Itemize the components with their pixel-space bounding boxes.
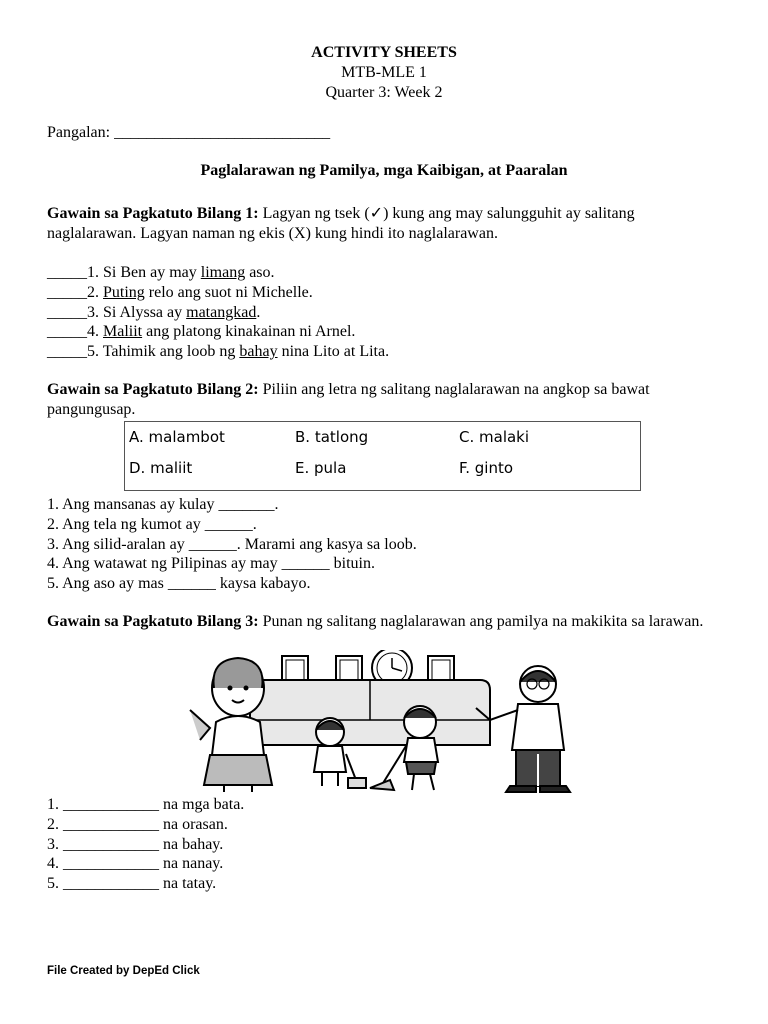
activity1-text: Lagyan ng tsek (✓) kung ang may salungguhit ay salitang naglalarawan. Lagyan naman ng ekis (X) kung hindi ito naglalarawan. [47, 205, 635, 242]
choice-c: C. malaki [459, 428, 530, 446]
activity2-text: Piliin ang letra ng salitang naglalarawan na angkop sa bawat pangungusap. [47, 381, 650, 418]
subject-label: MTB-MLE 1 [341, 64, 427, 81]
list-item[interactable]: 3. ____________ na bahay. [47, 835, 224, 853]
activity3-label: Gawain sa Pagkatuto Bilang 3: [47, 613, 259, 630]
header [0, 43, 768, 103]
list-item[interactable]: _____3. Si Alyssa ay matangkad. [47, 303, 261, 321]
quarter-label: Quarter 3: Week 2 [325, 84, 443, 101]
choice-f: F. ginto [459, 459, 514, 477]
list-item[interactable]: 3. Ang silid-aralan ay ______. Marami ang kasya sa loob. [47, 535, 417, 553]
list-item[interactable]: 2. ____________ na orasan. [47, 815, 228, 833]
activity2-instructions [47, 380, 727, 420]
family-illustration [180, 650, 580, 795]
list-item[interactable]: _____2. Puting relo ang suot ni Michelle. [47, 283, 313, 301]
choices-box [124, 421, 641, 491]
activity3-text: Punan ng salitang naglalarawan ang pamilya na makikita sa larawan. [258, 613, 704, 630]
list-item[interactable]: 1. ____________ na mga bata. [47, 796, 245, 813]
list-item[interactable]: 1. Ang mansanas ay kulay _______. [47, 496, 279, 513]
activity3-instructions [47, 612, 727, 632]
choice-b: B. tatlong [295, 428, 369, 446]
list-item[interactable]: 5. Ang aso ay mas ______ kaysa kabayo. [47, 575, 311, 593]
choice-a: A. malambot [129, 428, 225, 446]
lesson-title: Paglalarawan ng Pamilya, mga Kaibigan, at Paaralan [200, 162, 568, 179]
list-item[interactable]: 4. Ang watawat ng Pilipinas ay may ______ bituin. [47, 555, 375, 573]
sheet-title: ACTIVITY SHEETS [311, 44, 457, 61]
choice-d: D. maliit [129, 459, 193, 477]
list-item[interactable]: _____4. Maliit ang platong kinakainan ni Arnel. [47, 323, 356, 341]
activity3-list [47, 795, 244, 894]
footer-credit: File Created by DepEd Click [47, 965, 200, 977]
activity1-label: Gawain sa Pagkatuto Bilang 1: [47, 205, 259, 222]
activity1-list [47, 263, 389, 362]
name-field[interactable]: Pangalan: ___________________________ [47, 124, 331, 141]
activity1-instructions [47, 204, 727, 244]
activity2-list [47, 495, 417, 594]
activity2-label: Gawain sa Pagkatuto Bilang 2: [47, 381, 259, 398]
list-item[interactable]: 2. Ang tela ng kumot ay ______. [47, 515, 257, 533]
list-item[interactable]: 4. ____________ na nanay. [47, 855, 224, 873]
list-item[interactable]: _____5. Tahimik ang loob ng bahay nina Lito at Lita. [47, 343, 390, 361]
list-item[interactable]: _____1. Si Ben ay may limang aso. [47, 264, 275, 281]
choice-e: E. pula [295, 459, 347, 477]
list-item[interactable]: 5. ____________ na tatay. [47, 875, 217, 893]
